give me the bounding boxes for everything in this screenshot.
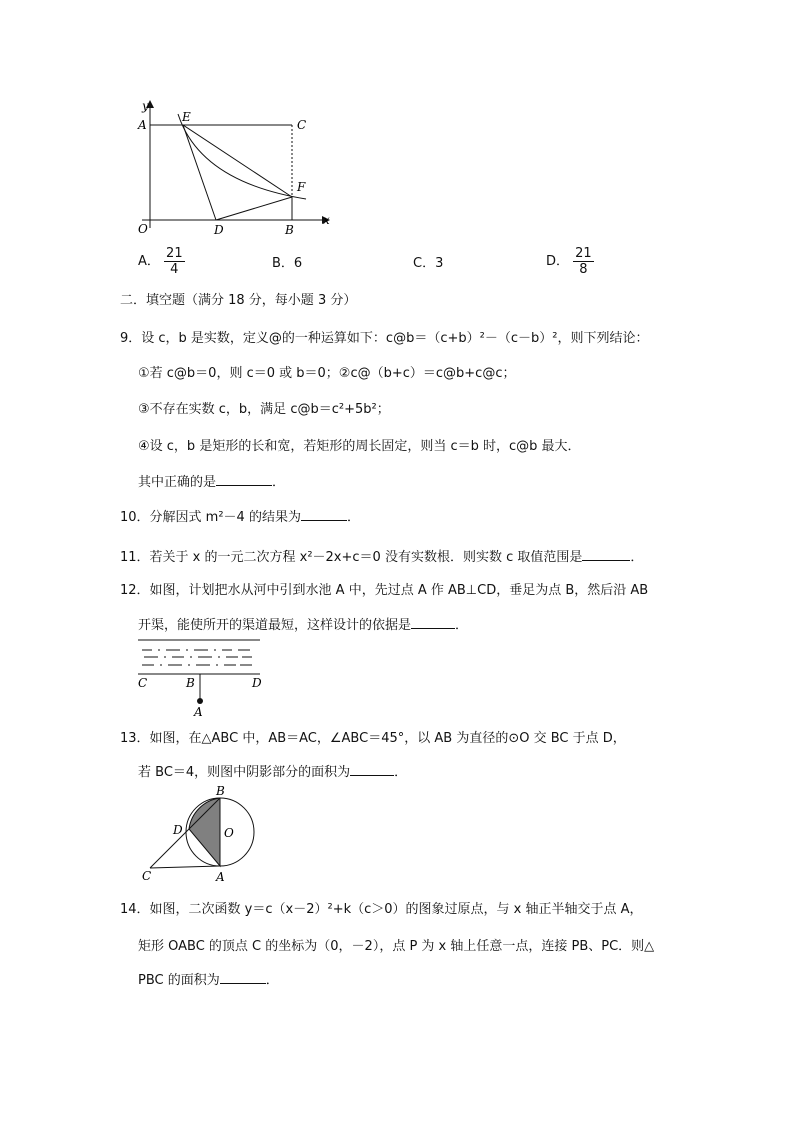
choice-A-letter: A． <box>138 254 160 269</box>
q9-line5-text: 其中正确的是 <box>138 475 217 490</box>
q13-answer-blank[interactable] <box>350 763 394 776</box>
q9-answer-blank[interactable] <box>216 473 272 486</box>
q13-end: ． <box>394 765 408 780</box>
q13-line2 <box>138 763 407 781</box>
label-A: A <box>216 870 225 884</box>
choice-D-num: 21 <box>575 246 592 261</box>
choice-A-den: 4 <box>170 262 179 277</box>
label-O: O <box>224 826 234 840</box>
q10-end: ． <box>346 510 360 525</box>
label-C: C <box>138 676 148 690</box>
label-C: C <box>142 869 152 883</box>
label-B: B <box>186 676 195 690</box>
choice-A-fraction <box>164 246 185 277</box>
q9-line4: ④设 c，b 是矩形的长和宽，若矩形的周长固定，则当 c＝b 时，c@b 最大． <box>138 439 581 454</box>
river-water-marks <box>142 650 252 665</box>
q14-end: ． <box>265 973 279 988</box>
label-E: E <box>182 110 191 124</box>
shaded-region <box>189 798 220 866</box>
q12-end: ． <box>455 618 469 633</box>
segment-CA <box>150 866 220 868</box>
q10-answer-blank[interactable] <box>301 508 347 521</box>
label-A: A <box>138 118 147 132</box>
label-D: D <box>252 676 262 690</box>
choice-B-value: 6 <box>293 256 303 271</box>
q11-text: 11．若关于 x 的一元二次方程 x²－2x+c＝0 没有实数根．则实数 c 取值范围是 <box>120 550 583 565</box>
label-O: O <box>138 222 148 236</box>
q14-answer-blank[interactable] <box>220 971 266 984</box>
segment-EF <box>183 125 292 197</box>
q11-answer-blank[interactable] <box>582 548 630 561</box>
section-2-title: 二．填空题（满分 18 分，每小题 3 分） <box>120 293 357 308</box>
label-F: F <box>297 180 306 194</box>
q9-line3: ③不存在实数 c，b，满足 c@b＝c²+5b²； <box>138 402 390 417</box>
label-B: B <box>285 223 294 237</box>
q12-line2-text: 开渠，能使所开的渠道最短，这样设计的依据是 <box>138 618 412 633</box>
q9-end: ． <box>272 475 286 490</box>
choice-B-letter: B． <box>272 256 294 271</box>
choice-D-letter: D． <box>546 254 570 269</box>
q12-line2 <box>138 616 468 634</box>
label-D: D <box>173 823 183 837</box>
segment-DF <box>216 197 292 220</box>
choice-C <box>413 256 443 272</box>
choice-D-fraction <box>573 246 594 277</box>
q11-end: ． <box>630 550 644 565</box>
choice-A <box>138 246 185 277</box>
q10-text: 10．分解因式 m²－4 的结果为 <box>120 510 301 525</box>
q14-line1: 14．如图，二次函数 y＝c（x－2）²+k（c＞0）的图象过原点，与 x 轴正半轴交于点 A， <box>120 902 643 917</box>
figure-q12-river <box>132 636 272 722</box>
figure-1-coordinate <box>130 96 340 238</box>
q12-answer-blank[interactable] <box>411 616 455 629</box>
q9-line5 <box>138 473 285 491</box>
choice-A-num: 21 <box>166 246 183 261</box>
label-x: x <box>323 213 330 227</box>
q14-line3-text: PBC 的面积为 <box>138 973 220 988</box>
label-A: A <box>194 705 203 719</box>
choice-B <box>272 256 302 272</box>
label-D: D <box>214 223 224 237</box>
q11 <box>120 548 643 566</box>
q14-line3 <box>138 971 279 989</box>
label-B: B <box>216 784 225 798</box>
q9-line2: ①若 c@b＝0，则 c＝0 或 b＝0；②c@（b+c）＝c@b+c@c； <box>138 366 516 381</box>
hyperbola-curve <box>178 114 306 199</box>
point-A <box>197 698 203 704</box>
segment-ED <box>183 125 216 220</box>
q10 <box>120 508 360 526</box>
q13-line2-text: 若 BC＝4，则图中阴影部分的面积为 <box>138 765 351 780</box>
q14-line2: 矩形 OABC 的顶点 C 的坐标为（0，－2），点 P 为 x 轴上任意一点，连接 PB、PC．则△ <box>138 939 655 954</box>
q9-line1: 9．设 c，b 是实数，定义@的一种运算如下：c@b＝（c+b）²－（c－b）²，则下列结论： <box>120 331 649 346</box>
figure-q13-circle <box>136 782 266 888</box>
choice-C-letter: C． <box>413 256 436 271</box>
choice-C-value: 3 <box>435 256 444 271</box>
label-C: C <box>297 118 307 132</box>
q12-line1: 12．如图，计划把水从河中引到水池 A 中，先过点 A 作 AB⊥CD，垂足为点 B，然后沿 AB <box>120 583 649 598</box>
choice-D-den: 8 <box>579 262 588 277</box>
label-y: y <box>142 99 149 113</box>
q13-line1: 13．如图，在△ABC 中，AB＝AC，∠ABC＝45°，以 AB 为直径的⊙O 交 BC 于点 D， <box>120 731 626 746</box>
choice-D <box>546 246 594 277</box>
